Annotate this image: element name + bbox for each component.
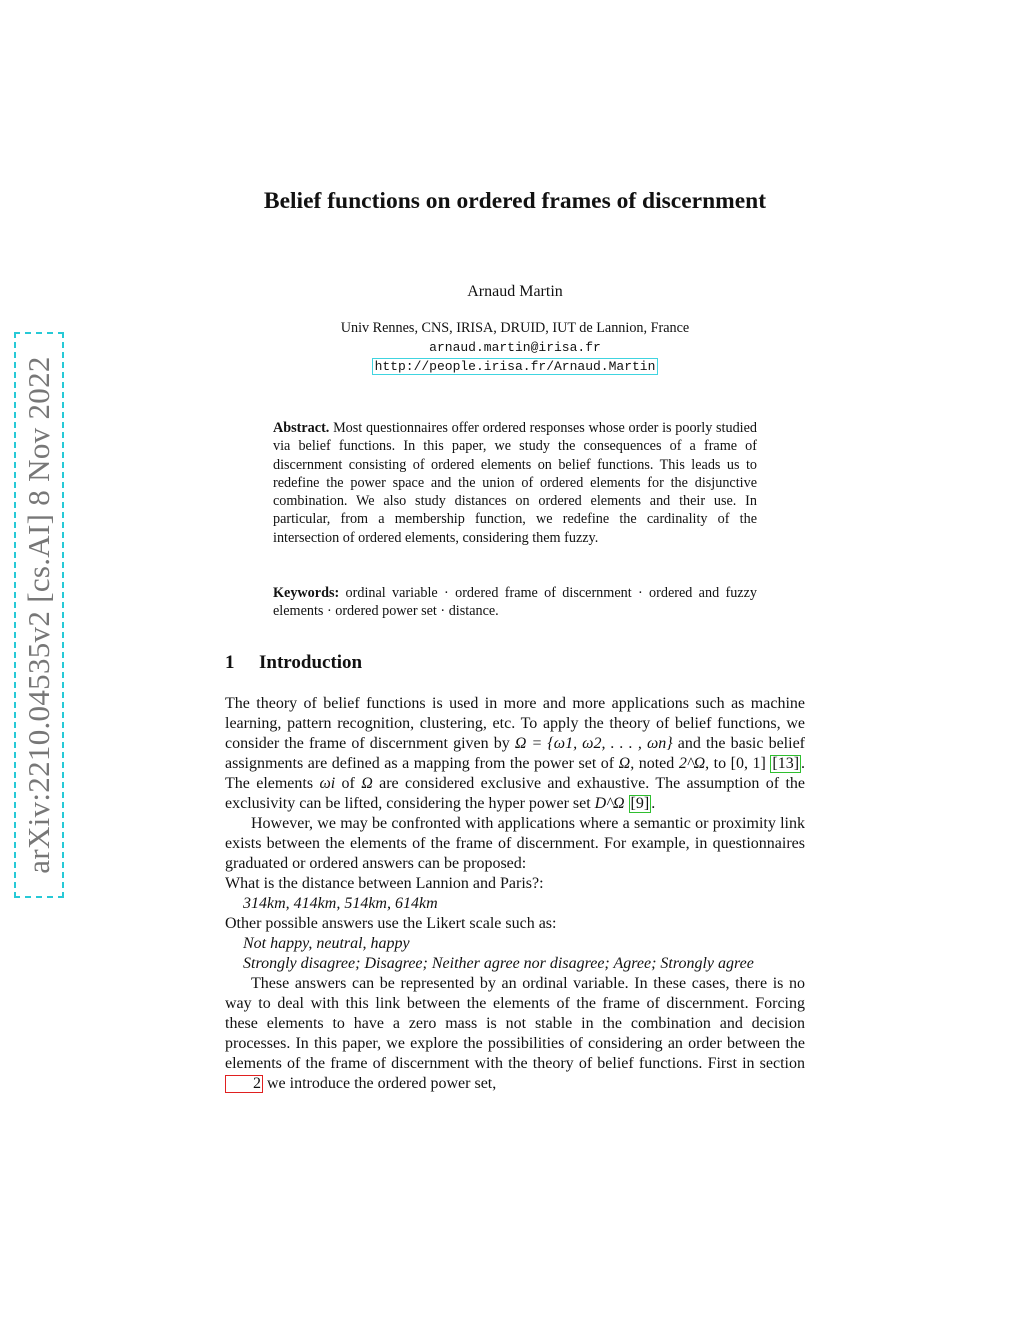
citation-9[interactable]: [9]	[630, 795, 650, 812]
section-number: 1	[225, 652, 235, 673]
answers-3: Strongly disagree; Disagree; Neither agree nor disagree; Agree; Strongly agree	[243, 955, 754, 972]
p1-text-6: of	[335, 775, 362, 792]
arxiv-stamp-text: arXiv:2210.04535v2 [cs.AI] 8 Nov 2022	[21, 356, 56, 874]
omega-i-symbol: ωi	[319, 775, 336, 792]
p1-text-5: . The elements	[225, 755, 806, 792]
section-heading	[225, 652, 362, 674]
question-2: Other possible answers use the Likert scale such as:	[225, 915, 557, 932]
section-ref-2[interactable]: 2	[225, 1075, 263, 1093]
answers-1: 314km, 414km, 514km, 614km	[243, 895, 438, 912]
arxiv-stamp	[14, 332, 64, 898]
email-link[interactable]: arnaud.martin@irisa.fr	[429, 340, 601, 355]
affiliation: Univ Rennes, CNS, IRISA, DRUID, IUT de Lannion, France	[340, 320, 690, 336]
omega-definition: Ω = {ω1, ω2, . . . , ωn}	[514, 735, 673, 752]
abstract-text: Most questionnaires offer ordered responses whose order is poorly studied via belief functions. In this paper, we study the consequences of a frame of discernment consisting of ordered elements on belief functions. This leads us to redefine the power space and the union of ordered elements for the disjunctive combination. We also study distances on ordered elements and their use. In particular, from a membership function, we redefine the cardinality of the intersection of ordered elements, considering them fuzzy.	[273, 420, 758, 546]
p1-text-2: and the basic belief assignments are defined as a mapping from the power set of	[225, 735, 805, 772]
keywords-text: ordinal variable · ordered frame of discernment · ordered and fuzzy elements · ordered power set · distance.	[273, 585, 757, 620]
body-text	[225, 694, 805, 1094]
abstract	[273, 419, 757, 547]
omega-symbol-2: Ω	[361, 775, 373, 792]
hyper-power-set-symbol: D^Ω	[594, 795, 625, 812]
p3-text-1: These answers can be represented by an ordinal variable. In these cases, there is no way to deal with this link between the elements of the frame of discernment. Forcing these elements to have a zero mass is not stable in the combination and decision processes. In this paper, we explore the possibilities of considering an order between the elements of the frame of discernment with the theory of belief functions. First in section	[225, 975, 805, 1072]
affiliation-block	[240, 319, 790, 376]
question-1: What is the distance between Lannion and Paris?:	[225, 875, 544, 892]
p1-text-7: are considered exclusive and exhaustive. The assumption of the exclusivity can be lifted, considering the hyper power set	[225, 775, 805, 812]
paragraph-3	[225, 974, 805, 1094]
p3-text-2: we introduce the ordered power set,	[263, 1075, 497, 1092]
paper-title: Belief functions on ordered frames of discernment	[263, 188, 767, 214]
omega-symbol: Ω	[618, 755, 631, 772]
interval: [0, 1]	[730, 755, 766, 772]
abstract-label: Abstract.	[273, 420, 330, 436]
p1-text-4: , to	[705, 755, 731, 772]
citation-13[interactable]: [13]	[772, 755, 800, 772]
paragraph-2: However, we may be confronted with applications where a semantic or proximity link exists between the elements of the frame of discernment. For example, in questionnaires graduated or ordered answers can be proposed:	[225, 815, 805, 872]
answers-2: Not happy, neutral, happy	[243, 935, 410, 952]
keywords-label: Keywords:	[273, 585, 340, 601]
section-title: Introduction	[259, 652, 363, 673]
powerset-symbol: 2^Ω	[678, 755, 706, 772]
homepage-link[interactable]: http://people.irisa.fr/Arnaud.Martin	[372, 358, 659, 375]
author-name: Arnaud Martin	[467, 283, 563, 300]
p1-text-3: , noted	[630, 755, 679, 772]
paragraph-1: The theory of belief functions is used in more and more applications such as machine learning, pattern recognition, clustering, etc. To apply the theory of belief functions, we consider the frame of discernment given by Ω = {ω1, ω2, . . . , ωn} and the basic belief assignments are defined as a mapping from the power set of Ω, noted 2^Ω, to [0, 1] [13] . The elements ωi of Ω are considered exclusive and exhaustive. The assumption of the exclusivity can be lifted, considering the hyper power set D^Ω [9] .	[225, 695, 806, 812]
keywords	[273, 584, 757, 621]
p1-text-1: The theory of belief functions is used in more and more applications such as machine learning, pattern recognition, clustering, etc. To apply the theory of belief functions, we consider the frame of discernment given by	[225, 695, 805, 752]
